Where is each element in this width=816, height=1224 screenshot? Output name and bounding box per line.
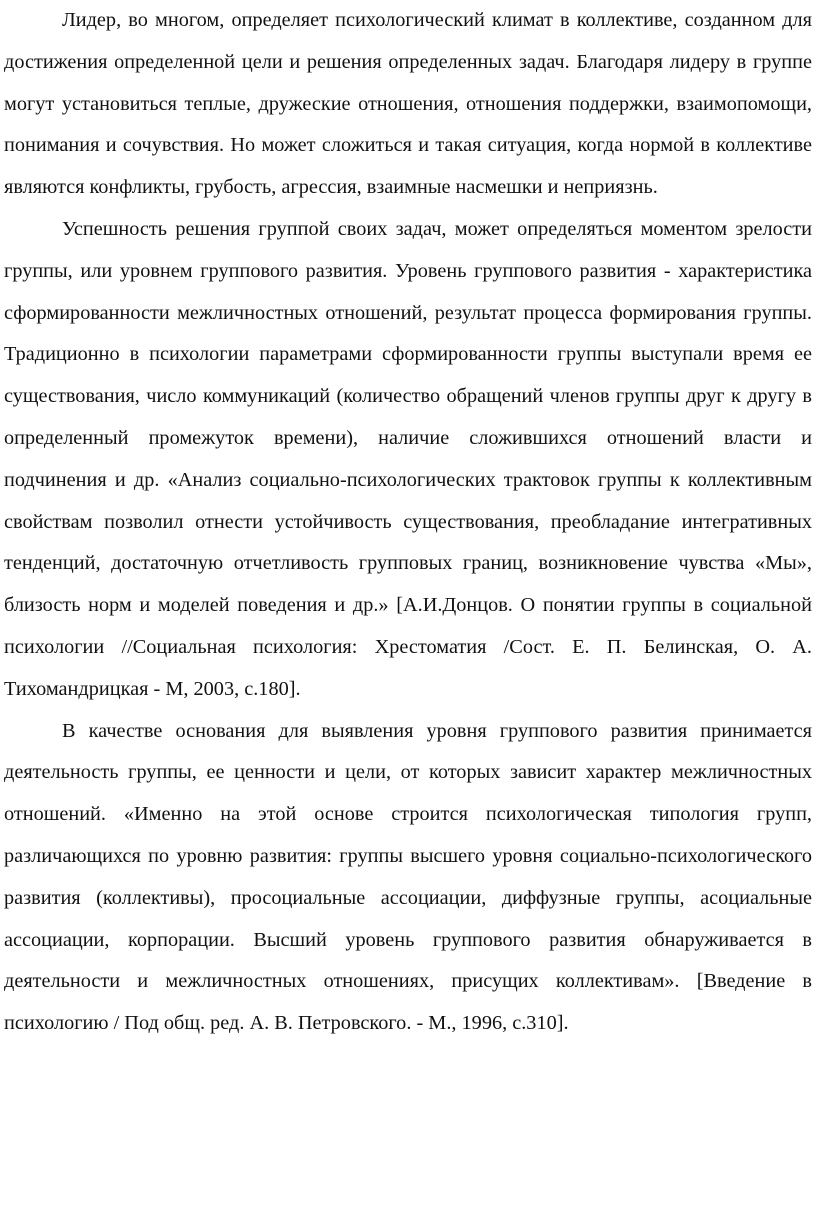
- paragraph-leadership-climate: Лидер, во многом, определяет психологический климат в коллективе, созданном для достижения определенной цели и решения определенных задач. Благодаря лидеру в группе могут установиться теплые, дружеские отношения, отношения поддержки, взаимопомощи, понимания и сочувствия. Но может сложиться и такая ситуация, когда нормой в коллективе являются конфликты, грубость, агрессия, взаимные насмешки и неприязнь.: [4, 9, 812, 199]
- paragraph-group-development: Успешность решения группой своих задач, может определяться моментом зрелости группы, или уровнем группового развития. Уровень группового развития - характеристика сформированности межличностных отношений, результат процесса формирования группы. Традиционно в психологии параметрами сформированности группы выступали время ее существования, число коммуникаций (количество обращений членов группы друг к другу в определенный промежуток времени), наличие сложившихся отношений власти и подчинения и др. «Анализ социально-психологических трактовок группы к коллективным свойствам позволил отнести устойчивость существования, преобладание интегративных тенденций, достаточную отчетливость групповых границ, возникновение чувства «Мы», близость норм и моделей поведения и др.» [А.И.Донцов. О понятии группы в социальной психологии //Социальная психология: Хрестоматия /Сост. Е. П. Белинская, О. А. Тихомандрицкая - М, 2003, с.180].: [4, 217, 812, 700]
- paragraph-group-typology: В качестве основания для выявления уровня группового развития принимается деятельность группы, ее ценности и цели, от которых зависит характер межличностных отношений. «Именно на этой основе строится психологическая типология групп, различающихся по уровню развития: группы высшего уровня социально-психологического развития (коллективы), просоциальные ассоциации, диффузные группы, асоциальные ассоциации, корпорации. Высший уровень группового развития обнаруживается в деятельности и межличностных отношениях, присущих коллективам». [Введение в психологию / Под общ. ред. А. В. Петровского. - М., 1996, с.310].: [4, 719, 812, 1035]
- document-page: [4, 0, 812, 1045]
